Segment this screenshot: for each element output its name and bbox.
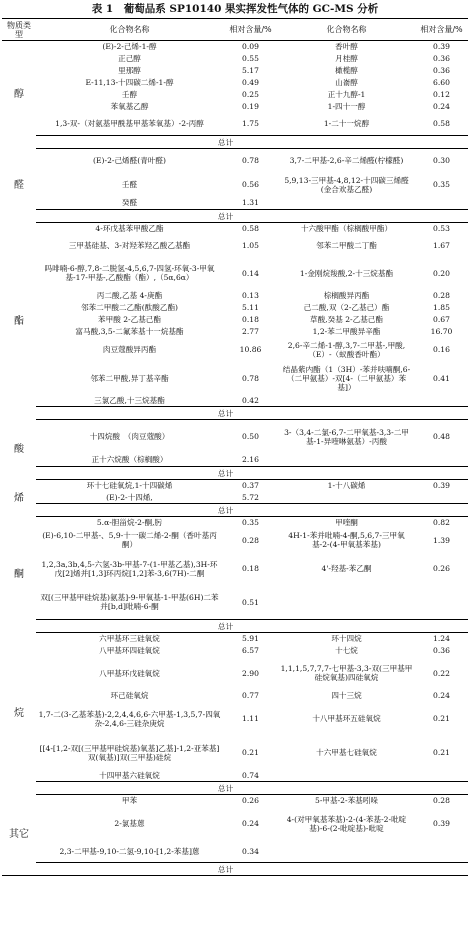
table-row <box>2 257 468 290</box>
compound-name-cell <box>278 586 415 620</box>
table-row <box>2 41 468 53</box>
compound-name-cell: 1,1,1,5,7,7,7-七甲基-3,3-双(三甲基甲硅烷氧基)四硅氧烷 <box>280 664 413 682</box>
content-value-cell: 0.39 <box>433 819 450 828</box>
total-label: 总计 <box>36 863 415 876</box>
table-row <box>2 314 468 326</box>
content-value-cell <box>415 770 468 782</box>
table-row <box>2 53 468 65</box>
content-value-cell: 1.85 <box>433 303 450 312</box>
table-row <box>2 454 468 467</box>
table-row <box>2 795 468 807</box>
content-value-cell: 10.86 <box>239 345 262 354</box>
compound-name-cell: 3,7-二甲基-2,6-辛二烯醛(柠檬醛) <box>289 156 404 166</box>
content-value-cell: 0.24 <box>433 691 450 700</box>
content-value-cell: 16.70 <box>430 327 453 336</box>
content-value-cell: 0.21 <box>433 714 450 723</box>
table-row <box>2 552 468 586</box>
content-value-cell: 0.28 <box>242 535 259 545</box>
content-value-cell <box>415 454 468 467</box>
compound-name-cell: 4H-1-苯并吡喃-4-酮,5,6,7-三甲氧基-2-(4-甲氧基苯基) <box>288 531 405 549</box>
compound-name-cell: 甲喹酮 <box>335 518 358 528</box>
content-value-cell: 0.26 <box>433 564 450 573</box>
table-row <box>2 702 468 736</box>
content-value-cell: 0.18 <box>242 315 259 324</box>
content-value-cell <box>415 586 468 620</box>
content-value-cell: 0.21 <box>433 748 450 757</box>
total-spacer <box>415 467 468 480</box>
compound-name-cell: 肉豆蔻酸异丙酯 <box>102 345 157 354</box>
category-cell: 酸 <box>14 444 24 455</box>
content-value-cell: 0.37 <box>242 481 259 491</box>
total-spacer <box>415 136 468 149</box>
total-row <box>2 504 468 517</box>
content-value-cell: 0.24 <box>433 102 450 111</box>
table-row <box>2 173 468 197</box>
content-value-cell: 0.74 <box>242 770 259 780</box>
total-label: 总计 <box>36 782 415 795</box>
compound-name-cell: 1-十八碳烯 <box>327 481 366 491</box>
compound-name-cell: 三氯乙酸,十三烷基酯 <box>94 395 165 405</box>
compound-name-cell: 1,2-苯二甲酸异辛酯 <box>312 327 381 336</box>
content-value-cell: 0.14 <box>242 268 259 278</box>
compound-name-cell <box>278 454 415 467</box>
total-row <box>2 620 468 633</box>
content-value-cell: 0.78 <box>242 156 259 166</box>
compound-name-cell: 月桂醇 <box>335 54 358 63</box>
table-row <box>2 290 468 302</box>
content-value-cell: 0.51 <box>242 597 259 607</box>
table-row <box>2 586 468 620</box>
table-row <box>2 197 468 210</box>
compound-name-cell: [[4-[1,2-双[(三甲基甲硅烷基)氧基]乙基]-1,2-亚苯基]双(氧基)]双(三甲基)硅烷 <box>39 743 220 762</box>
compound-name-cell: 六甲基环三硅氧烷 <box>99 634 160 644</box>
compound-name-cell: 香叶醇 <box>335 42 358 52</box>
content-value-cell: 0.78 <box>242 373 259 383</box>
content-value-cell: 0.28 <box>433 796 450 806</box>
table-row <box>2 395 468 407</box>
table-row <box>2 492 468 504</box>
content-value-cell: 0.49 <box>242 78 259 87</box>
total-row <box>2 467 468 480</box>
content-value-cell: 0.36 <box>433 66 450 75</box>
content-value-cell: 0.39 <box>433 481 450 491</box>
total-label: 总计 <box>36 620 415 633</box>
content-value-cell: 0.22 <box>433 668 450 678</box>
compound-name-cell: 正十九醇-1 <box>327 90 366 99</box>
content-value-cell: 0.24 <box>242 819 259 828</box>
compound-name-cell: 1,7-二(3-乙基苯基)-2,2,4,4,6,6-六甲基-1,3,5,7-四氧杂-2,4,6-三硅杂庚烷 <box>38 709 221 728</box>
table-row <box>2 65 468 77</box>
compound-name-cell: 橄榄醇 <box>335 66 358 75</box>
content-value-cell: 0.82 <box>433 518 450 528</box>
table-row <box>2 101 468 113</box>
table-row <box>2 690 468 702</box>
compound-name-cell: 十四烷酸 （肉豆蔻酸） <box>89 432 170 442</box>
compound-name-cell <box>278 492 415 504</box>
table-row <box>2 235 468 257</box>
content-value-cell: 0.21 <box>242 748 259 757</box>
content-value-cell <box>415 492 468 504</box>
compound-name-cell: (E)-2-己烯醛(青叶醛) <box>93 156 166 166</box>
content-value-cell: 0.41 <box>433 373 450 383</box>
compound-name-cell: 八甲基环四硅氧烷 <box>99 646 160 655</box>
content-value-cell: 0.30 <box>433 156 450 166</box>
content-value-cell: 2.90 <box>242 668 259 678</box>
category-cell: 酯 <box>14 315 24 327</box>
compound-name-cell: 2,3-二甲基-9,10-二氢-9,10-[1,2-苯基]蒽 <box>59 846 200 856</box>
content-value-cell: 0.67 <box>433 315 450 324</box>
compound-name-cell: 环己硅氧烷 <box>110 691 149 700</box>
compound-name-cell: 十八甲基环五硅氧烷 <box>312 714 381 723</box>
table-body <box>2 41 468 876</box>
header-category: 物质类型 <box>2 19 36 41</box>
compound-name-cell: 环十四烷 <box>331 634 362 644</box>
content-value-cell: 0.25 <box>242 90 259 99</box>
content-value-cell: 0.09 <box>242 42 259 52</box>
compound-name-cell <box>278 197 415 210</box>
compound-name-cell: 草酸,癸基 2-乙基己酯 <box>310 315 383 324</box>
compound-name-cell: 邻苯二甲酸二乙酯(酞酸乙酯) <box>80 303 179 312</box>
category-cell: 烯 <box>14 492 24 504</box>
content-value-cell: 0.19 <box>242 102 259 111</box>
content-value-cell: 5.11 <box>242 303 259 312</box>
table-row <box>2 841 468 863</box>
total-label: 总计 <box>36 407 415 420</box>
compound-name-cell: 吗啡喃-6-醇,7,8-二脱氢-4,5,6,7-四氢-环氧-3-甲氧基-17-甲基-,乙酸酯（酯）,（5α,6α） <box>44 264 215 282</box>
compound-name-cell: 1-二十一烷醇 <box>323 119 370 129</box>
compound-name-cell: 结晶紫内酯（1（3H）-苯并呋喃酮,6-（二甲氨基）-双[4-（二甲氨基）苯基]） <box>282 364 411 392</box>
content-value-cell: 0.48 <box>433 432 450 442</box>
content-value-cell: 0.55 <box>242 54 259 63</box>
content-value-cell: 0.28 <box>433 291 450 300</box>
compound-name-cell: 癸醛 <box>121 198 138 208</box>
table-row <box>2 633 468 645</box>
compound-name-cell: 里那醇 <box>118 66 141 75</box>
compound-name-cell <box>278 395 415 407</box>
compound-name-cell: 5,9,13-三甲基-4,8,12-十四碳三烯醛(金合欢基乙醛) <box>284 175 409 194</box>
content-value-cell: 5.17 <box>242 66 259 75</box>
content-value-cell: 0.36 <box>433 646 450 655</box>
compound-name-cell: 苯甲酸 2-乙基己酯 <box>98 315 161 324</box>
content-value-cell: 1.11 <box>242 714 259 723</box>
compound-name-cell: 1-金刚烷羧酸,2-十三烷基酯 <box>299 268 394 278</box>
compound-name-cell: 正十六烷酸（棕榈酸） <box>91 455 168 465</box>
header-compound-2: 化合物名称 <box>278 19 415 41</box>
compound-name-cell: E-11,13-十四碳二烯-1-醇 <box>85 78 174 87</box>
content-value-cell: 0.18 <box>242 564 259 573</box>
header-content-1: 相对含量/% <box>223 19 278 41</box>
table-row <box>2 113 468 136</box>
table-row <box>2 77 468 89</box>
content-value-cell: 2.16 <box>242 455 259 465</box>
compound-name-cell: 邻苯二甲酸二丁酯 <box>316 241 377 250</box>
total-spacer <box>415 620 468 633</box>
total-label: 总计 <box>36 136 415 149</box>
compound-name-cell: 5.α-胆甾烷-2-酮,肟 <box>96 518 163 528</box>
header-row <box>2 19 468 41</box>
category-cell: 烷 <box>14 708 24 719</box>
compound-name-cell: (E)-2-己烯-1-醇 <box>102 42 157 52</box>
content-value-cell: 0.35 <box>242 518 259 528</box>
compound-name-cell: 十四甲基六硅氧烷 <box>99 770 160 780</box>
compound-name-cell: 1-四十一醇 <box>327 102 366 111</box>
table-row <box>2 736 468 770</box>
compound-name-cell: 2-氯基蒽 <box>114 819 145 828</box>
content-value-cell: 1.67 <box>433 241 450 250</box>
content-value-cell: 0.39 <box>433 42 450 52</box>
content-value-cell: 0.42 <box>242 395 259 405</box>
content-value-cell: 0.13 <box>242 291 259 300</box>
content-value-cell: 1.05 <box>242 241 259 250</box>
category-cell: 其它 <box>9 829 29 841</box>
content-value-cell: 5.72 <box>242 492 259 502</box>
content-value-cell: 0.36 <box>433 54 450 63</box>
compound-name-cell: 邻苯二甲酸,异丁基辛酯 <box>90 373 169 383</box>
header-compound-1: 化合物名称 <box>36 19 223 41</box>
content-value-cell <box>415 841 468 863</box>
compound-name-cell: 丙二酸,乙基 4-庚酯 <box>96 291 163 300</box>
table-row <box>2 420 468 454</box>
table-row <box>2 480 468 492</box>
content-value-cell <box>415 395 468 407</box>
total-row <box>2 863 468 876</box>
compound-name-cell: 2,6-辛二烯-1-醇,3,7-二甲基-,甲酸,（E）-（蚁酸香叶酯） <box>287 340 406 359</box>
table-row <box>2 89 468 101</box>
content-value-cell: 0.77 <box>242 691 259 700</box>
total-row <box>2 782 468 795</box>
compound-name-cell: 棕榈酸异丙酯 <box>323 291 370 300</box>
total-spacer <box>415 210 468 223</box>
content-value-cell: 0.35 <box>433 180 450 189</box>
total-row <box>2 136 468 149</box>
total-spacer <box>415 504 468 517</box>
table-row <box>2 223 468 235</box>
table-row <box>2 302 468 314</box>
total-spacer <box>415 782 468 795</box>
header-content-2: 相对含量/% <box>415 19 468 41</box>
compound-name-cell: 富马酸,3,5-二氟苯基十一烷基酯 <box>75 327 184 336</box>
category-cell: 醛 <box>14 180 24 191</box>
compound-name-cell: 十六甲基七硅氧烷 <box>316 748 377 757</box>
total-spacer <box>415 863 468 876</box>
content-value-cell: 2.77 <box>242 327 259 336</box>
table-row <box>2 338 468 362</box>
total-row <box>2 407 468 420</box>
compound-name-cell: 己二酸,双（2-乙基己）酯 <box>303 303 390 312</box>
compound-name-cell: 山嵛醇 <box>335 78 358 87</box>
compound-name-cell: 八甲基环戊硅氧烷 <box>99 668 160 678</box>
compound-name-cell: 5-甲基-2-苯基吲哚 <box>315 796 378 806</box>
total-row <box>2 210 468 223</box>
content-value-cell: 0.56 <box>242 180 259 189</box>
content-value-cell: 0.12 <box>433 90 450 99</box>
category-cell: 酮 <box>14 569 24 580</box>
content-value-cell: 0.50 <box>242 432 259 442</box>
content-value-cell: 1.39 <box>433 535 450 545</box>
compound-name-cell: 壬醛 <box>121 180 138 189</box>
compound-name-cell: 环十七硅氧烷,1-十四碳烯 <box>86 481 173 491</box>
compound-name-cell: 1,3-双-（对氨基甲酰基甲基苯氧基）-2-丙醇 <box>55 119 204 129</box>
content-value-cell: 0.20 <box>433 268 450 278</box>
compound-name-cell: 1,2,3a,3b,4,5-六氢-3b-甲基-7-(1-甲基乙基),3H-环戊[2]烯并[1,3]环丙烷[1,2]苯-3,6(7H)-二酮 <box>41 559 218 578</box>
compound-name-cell: 十七烷 <box>335 646 358 655</box>
compound-name-cell: 正己醇 <box>118 54 141 63</box>
category-cell: 醇 <box>14 89 24 101</box>
table-row <box>2 807 468 841</box>
compound-name-cell <box>278 770 415 782</box>
table-row <box>2 770 468 782</box>
total-label: 总计 <box>36 210 415 223</box>
compound-name-cell: (E)-2-十四烯, <box>106 492 153 502</box>
compound-name-cell: 三甲基硅基、3-对羟苯羟乙酸乙基酯 <box>68 241 191 250</box>
content-value-cell: 0.58 <box>433 119 450 129</box>
compound-name-cell: 双[(三甲基甲硅烷基)氨基]-9-甲氧基-1-甲基(6H)二苯并[b,d]吡喃-6-酮 <box>40 593 219 612</box>
compound-name-cell: 十六酸甲酯（棕榈酸甲酯） <box>300 224 393 234</box>
compound-name-cell: (E)-6,10-二甲基-、5,9-十一碳二烯-2-酮（香叶基丙酮） <box>42 531 217 549</box>
content-value-cell: 0.26 <box>242 796 259 806</box>
table-row <box>2 645 468 657</box>
compound-name-cell: 3-（3,4-二氯-6,7-二甲氧基-3,3-二甲基-1-异喹啉氨基）-丙酸 <box>284 427 409 446</box>
content-value-cell: 1.31 <box>242 198 259 208</box>
table-row <box>2 657 468 690</box>
total-label: 总计 <box>36 467 415 480</box>
content-value-cell: 1.24 <box>433 634 450 644</box>
content-value-cell: 0.58 <box>242 224 259 234</box>
compound-name-cell: 甲苯 <box>121 796 138 806</box>
content-value-cell: 6.60 <box>433 78 450 87</box>
table-title: 表 1 葡萄品系 SP10140 果实挥发性气体的 GC-MS 分析 <box>91 3 379 15</box>
compound-name-cell <box>278 841 415 863</box>
compound-name-cell: 壬醇 <box>121 90 138 99</box>
table-row <box>2 326 468 338</box>
content-value-cell: 0.34 <box>242 846 259 856</box>
content-value-cell <box>415 197 468 210</box>
compound-name-cell: 四十三烷 <box>331 691 362 700</box>
total-label: 总计 <box>36 504 415 517</box>
compound-name-cell: 4-(对甲氧基苯基)-2-(4-苯基-2-吡啶基)-6-(2-吡啶基)-吡啶 <box>286 814 407 833</box>
total-spacer <box>415 407 468 420</box>
compound-name-cell: 4'-羟基-苯乙酮 <box>321 564 372 573</box>
compound-name-cell: 苯氧基乙醇 <box>110 102 149 111</box>
content-value-cell: 1.75 <box>242 119 259 129</box>
content-value-cell: 5.91 <box>242 634 259 644</box>
table-row <box>2 362 468 395</box>
content-value-cell: 6.57 <box>242 646 259 655</box>
gcms-table <box>2 18 468 876</box>
table-row <box>2 529 468 552</box>
table-row <box>2 149 468 173</box>
table-row <box>2 517 468 529</box>
compound-name-cell: 4-环戊基苯甲酸乙酯 <box>95 224 164 234</box>
content-value-cell: 0.53 <box>433 224 450 234</box>
content-value-cell: 0.16 <box>433 345 450 354</box>
